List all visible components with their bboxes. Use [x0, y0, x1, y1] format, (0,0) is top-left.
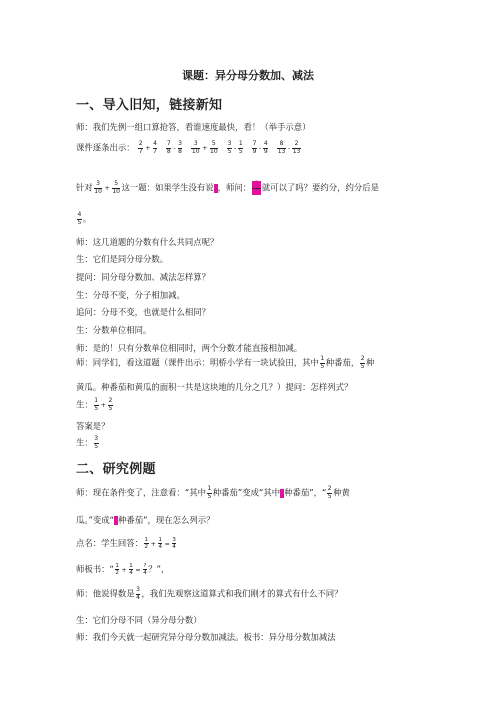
fraction: $\frac{1}{2}$ — [115, 563, 119, 576]
fraction: $\frac{3}{8}$ — [178, 140, 182, 155]
fraction: $\frac{7}{8}$ — [166, 140, 171, 155]
paragraph: 答案是？ — [76, 421, 110, 431]
paragraph — [76, 514, 214, 526]
fraction: $\frac{1}{5}$ — [320, 355, 325, 370]
fraction: $\frac{5}{10}$ — [112, 180, 120, 195]
fraction: $\frac{1}{5}$ — [238, 140, 243, 155]
paragraph — [76, 436, 100, 450]
text: 生： — [76, 437, 93, 448]
fraction: $\frac{1}{4}$ — [129, 563, 133, 576]
section2-heading: 二、研究例题 — [76, 462, 156, 477]
text: 种番茄”，“ — [284, 487, 327, 498]
paragraph: 追问：分母不变，也就是什么相同？ — [76, 307, 210, 317]
operator: - — [287, 144, 291, 152]
text: ，师问： — [217, 182, 252, 193]
expressions-line — [76, 141, 309, 155]
operator: - — [173, 144, 176, 152]
fraction: $\frac{1}{5}$ — [94, 397, 99, 412]
operator: + — [104, 184, 110, 192]
fraction: $\frac{2}{5}$ — [108, 397, 113, 412]
paragraph: 生：分母不变，分子相加减。 — [76, 290, 185, 300]
fraction: $\frac{3}{10}$ — [191, 140, 200, 155]
text: 师：同学们，看这道题（课件出示：明桥小学有一块试验田，其中 — [76, 357, 319, 368]
expression — [276, 140, 302, 155]
text: 就可以了吗？要约分，约分后是 — [261, 182, 379, 193]
paragraph — [76, 212, 91, 226]
text: ？”， — [148, 564, 170, 574]
text: 种番茄”变成“其中 — [212, 487, 281, 498]
fraction: $\frac{1}{4}$ — [158, 537, 162, 550]
text: 瓜。”变成“ — [76, 515, 114, 525]
fraction: $\frac{?}{4}$ — [143, 563, 147, 576]
paragraph — [76, 563, 169, 576]
text: 种番茄”，现在怎么列示？ — [117, 515, 215, 525]
fraction: $\frac{3}{4}$ — [136, 586, 140, 601]
text: 点名：学生回答： — [76, 538, 143, 548]
paragraph: 师：我们今天就一起研究异分母分数加减法。板书：异分母分数加减法 — [76, 632, 336, 642]
expression — [137, 140, 158, 155]
fraction: $\frac{2}{7}$ — [138, 140, 143, 155]
operator: + — [202, 144, 208, 152]
paragraph: 黄瓜。种番茄和黄瓜的面积一共是这块地的几分之几？）提问：怎样列式？ — [76, 382, 353, 392]
fraction: $\frac{2}{13}$ — [292, 140, 301, 155]
text: 种番茄， — [325, 357, 360, 368]
operator: = — [135, 565, 141, 574]
text: 。 — [82, 213, 92, 224]
text: 生： — [76, 399, 93, 410]
expression — [251, 140, 269, 155]
fraction: $\frac{3}{5}$ — [227, 140, 232, 155]
operator: + — [121, 565, 127, 574]
text: 师：现在条件变了，注意看：“其中 — [76, 487, 206, 498]
text: 种 — [366, 357, 375, 368]
paragraph: 提问：同分母分数加、减法怎样算？ — [76, 272, 210, 282]
paragraph: 师：这几道题的分数有什么共同点呢？ — [76, 237, 219, 247]
operator: + — [150, 539, 156, 548]
operator: - — [259, 144, 262, 152]
paragraph — [76, 486, 350, 500]
fraction: $\frac{4}{9}$ — [263, 140, 268, 155]
fraction: $\frac{2}{5}$ — [327, 485, 332, 500]
fraction: $\frac{7}{9}$ — [252, 140, 257, 155]
expression — [165, 140, 183, 155]
paragraph: 生：分数单位相同。 — [76, 325, 152, 335]
label: 课件逐条出示： — [76, 142, 135, 153]
text: ，我们先观察这道算式和我们刚才的算式有什么不同？ — [141, 588, 343, 599]
fraction: $\frac{3}{4}$ — [172, 537, 176, 550]
fraction: $\frac{5}{10}$ — [210, 140, 218, 155]
fraction: $\frac{2}{5}$ — [360, 355, 365, 370]
operator: + — [100, 401, 107, 409]
fraction: $\frac{4}{7}$ — [153, 140, 157, 155]
paragraph: 生：它们是同分母分数。 — [76, 254, 169, 264]
text: 这一题：如果学生没有说 — [121, 182, 214, 193]
paragraph: 师：我们先例一组口算抢答，看谁速度最快，看！（举手示意） — [76, 122, 311, 132]
text: 种黄 — [333, 487, 350, 498]
fraction: $\frac{1}{5}$ — [207, 485, 212, 500]
operator: - — [233, 144, 237, 152]
paragraph: 师：是的！只有分数单位相同时，两个分数才能直接相加减。 — [76, 343, 303, 353]
text: 师板书：“ — [76, 564, 114, 574]
fraction: $\frac{8}{13}$ — [277, 140, 286, 155]
section1-heading: 一、导入旧知，链接新知 — [76, 98, 223, 113]
highlighted-fraction: $\frac{0}{00}$ — [252, 180, 261, 195]
paragraph — [76, 398, 114, 412]
operator: + — [145, 144, 151, 152]
operator: = — [164, 539, 170, 548]
paragraph: 生：它们分母不同（异分母分数） — [76, 615, 202, 625]
fraction: $\frac{1}{2}$ — [144, 537, 148, 550]
page-title: 课题：异分母分数加、减法 — [182, 69, 314, 82]
text: 针对 — [76, 182, 93, 193]
expression-list — [137, 140, 309, 155]
fraction: $\frac{3}{10}$ — [94, 180, 102, 195]
expression — [190, 140, 219, 155]
fraction: $\frac{3}{5}$ — [94, 435, 99, 450]
expression — [226, 140, 244, 155]
paragraph — [76, 181, 379, 195]
fraction: $\frac{4}{5}$ — [77, 211, 82, 226]
text: 师：他说得数是 — [76, 588, 135, 599]
paragraph — [76, 356, 374, 370]
paragraph — [76, 537, 177, 550]
paragraph — [76, 587, 342, 601]
